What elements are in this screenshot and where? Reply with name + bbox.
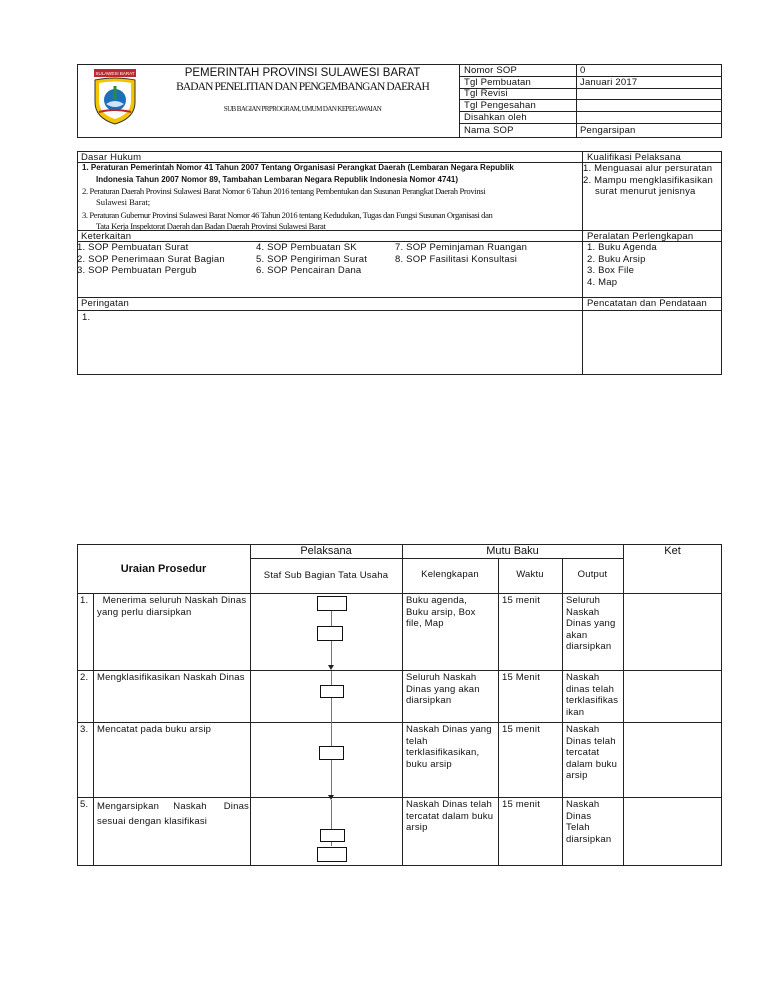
- sop-info-label: Tgl Revisi: [464, 88, 508, 99]
- keterkaitan-col-2: [256, 242, 367, 277]
- sop-info-label: Disahkan oleh: [464, 112, 527, 123]
- header-staf: Staf Sub Bagian Tata Usaha: [263, 570, 389, 581]
- row-kelengkapan: [406, 672, 498, 707]
- sop-info-value: 0: [580, 65, 586, 76]
- row-uraian-line: Mencatat pada buku arsip: [97, 724, 212, 735]
- keterkaitan-item: 8. SOP Fasilitasi Konsultasi: [395, 253, 518, 265]
- flow-box: [317, 847, 347, 862]
- dasar-hukum-item: 1. Peraturan Pemerintah Nomor 41 Tahun 2007 Tentang Organisasi Perangkat Daerah (Lembaran Negara Republik: [82, 163, 514, 172]
- keterkaitan-item: 1. SOP Pembuatan Surat: [77, 242, 189, 253]
- row-output-line: dalam buku: [566, 758, 618, 770]
- row-kelengkapan-line: buku arsip: [406, 758, 452, 770]
- keterkaitan-item: 5. SOP Pengiriman Surat: [256, 253, 368, 265]
- row-output-line: Dinas yang: [566, 618, 616, 629]
- province-logo: [89, 68, 141, 126]
- row-uraian-line: Menerima seluruh Naskah Dinas: [97, 595, 247, 606]
- row-kelengkapan-line: Buku agenda,: [406, 595, 468, 606]
- row-number: 1.: [80, 595, 89, 606]
- row-kelengkapan-line: file, Map: [406, 618, 444, 629]
- row-number: 2.: [80, 672, 89, 683]
- row-uraian: [97, 724, 249, 736]
- keterkaitan-col-3: [395, 242, 527, 265]
- kualifikasi-item: 1. Menguasai alur persuratan: [583, 163, 713, 174]
- proc-hline-head: [77, 593, 722, 594]
- dasar-hukum-item: 3. Peraturan Gubernur Provinsi Sulawesi Barat Nomor 46 Tahun 2016 tentang Kedudukan, Tugas dan Fungsi Susunan Organisasi dan: [82, 210, 493, 220]
- row-kelengkapan-line: Naskah Dinas yang: [406, 724, 492, 735]
- row-waktu: 15 Menit: [502, 672, 541, 683]
- row-kelengkapan-line: Naskah Dinas telah: [406, 799, 492, 810]
- row-kelengkapan: [406, 799, 498, 834]
- flow-arrow-icon: [328, 665, 334, 670]
- proc-hline-sub: [250, 558, 623, 559]
- row-output-line: ikan: [566, 706, 585, 718]
- row-kelengkapan: [406, 724, 498, 770]
- keterkaitan-col-1: [77, 242, 225, 277]
- row-uraian: [97, 595, 249, 618]
- row-output-line: arsip: [566, 770, 588, 781]
- kualifikasi-item: 2. Mampu mengklasifikasikan: [583, 174, 714, 186]
- row-output-line: Naskah: [566, 799, 600, 810]
- logo-text: SULAWESI BARAT: [95, 71, 135, 77]
- header-pelaksana: Pelaksana: [300, 545, 352, 557]
- row-kelengkapan-line: telah: [406, 735, 428, 747]
- row-waktu: 15 menit: [502, 799, 541, 810]
- peralatan-items: [587, 242, 657, 288]
- dasar-hukum-item: 2. Peraturan Daerah Provinsi Sulawesi Barat Nomor 6 Tahun 2016 tentang Pembentukan dan Susunan Perangkat Daerah Provinsi: [82, 186, 486, 196]
- dasar-hukum-items: [82, 163, 580, 232]
- proc-hline-row: [77, 722, 722, 723]
- pencatatan-title: Pencatatan dan Pendataan: [587, 298, 707, 309]
- sop-info-label: Tgl Pengesahan: [464, 100, 536, 111]
- sop-info-label: Nama SOP: [464, 125, 514, 136]
- row-kelengkapan-line: terklasifikasikan,: [406, 747, 480, 758]
- header-title-block: [150, 66, 455, 114]
- proc-vline-kelengkapan: [498, 558, 499, 866]
- row-output-line: Seluruh: [566, 595, 601, 606]
- header-line-3: SUB BAGIAN PRPROGRAM, UMUM DAN KEPEGAWAIAN: [223, 105, 382, 113]
- header-mutu-baku: Mutu Baku: [486, 545, 539, 557]
- keterkaitan-title: Keterkaitan: [81, 231, 132, 242]
- peralatan-title: Peralatan Perlengkapan: [587, 231, 694, 242]
- dasar-hukum-item: Indonesia Tahun 2007 Nomor 89, Tambahan Lembaran Negara Republik Indonesia Nomor 4741): [96, 174, 459, 184]
- row-uraian: [97, 672, 249, 684]
- row-output-line: terklasifikas: [566, 695, 619, 706]
- peralatan-item: 4. Map: [587, 276, 618, 288]
- row-output-line: diarsipkan: [566, 641, 612, 652]
- row-output: [566, 672, 623, 718]
- row-output: [566, 595, 623, 653]
- keterkaitan-item: 6. SOP Pencairan Dana: [256, 265, 362, 276]
- row-waktu: 15 menit: [502, 595, 541, 606]
- sop-info-label: Tgl Pembuatan: [464, 77, 532, 88]
- row-uraian: [97, 799, 249, 829]
- flow-box: [320, 685, 344, 698]
- dasar-hukum-item: Tata Kerja Inspektorat Daerah dan Badan Daerah Provinsi Sulawesi Barat: [96, 221, 326, 231]
- peralatan-item: 1. Buku Agenda: [587, 242, 657, 253]
- header-output: Output: [577, 569, 608, 580]
- row-number: 3.: [80, 724, 89, 735]
- dasar-hukum-item: Sulawesi Barat;: [96, 197, 151, 207]
- proc-hline-row: [77, 797, 722, 798]
- row-uraian-line: yang perlu diarsipkan: [97, 606, 192, 618]
- row-number: 5.: [80, 799, 89, 810]
- row-uraian-line: sesuai dengan klasifikasi: [97, 816, 208, 827]
- sop-info-value: Pengarsipan: [580, 125, 636, 136]
- row-kelengkapan-line: Seluruh Naskah: [406, 672, 477, 683]
- header-line-2: BADAN PENELITIAN DAN PENGEMBANGAN DAERAH: [176, 81, 429, 93]
- kualifikasi-item: surat menurut jenisnya: [595, 186, 696, 197]
- row-output-line: Naskah: [566, 606, 600, 618]
- kualifikasi-title: Kualifikasi Pelaksana: [587, 152, 681, 163]
- row-output-line: Naskah: [566, 672, 600, 683]
- keterkaitan-item: 2. SOP Penerimaan Surat Bagian: [77, 253, 225, 265]
- sop-info-label: Nomor SOP: [464, 65, 518, 76]
- row-kelengkapan-line: Buku arsip, Box: [406, 606, 476, 618]
- row-output-line: Dinas telah: [566, 735, 616, 747]
- keterkaitan-item: 3. SOP Pembuatan Pergub: [77, 265, 197, 276]
- keterkaitan-item: 7. SOP Peminjaman Ruangan: [395, 242, 528, 253]
- header-ket: Ket: [664, 545, 681, 557]
- header-kelengkapan: Kelengkapan: [421, 569, 479, 580]
- header-waktu: Waktu: [516, 569, 544, 580]
- proc-hline-row: [77, 670, 722, 671]
- row-output-line: Naskah: [566, 724, 600, 735]
- sop-info-value: Januari 2017: [580, 77, 638, 88]
- row-output: [566, 724, 623, 782]
- proc-vline-waktu: [562, 558, 563, 866]
- row-output-line: diarsipkan: [566, 833, 612, 845]
- row-output-line: dinas telah: [566, 683, 615, 695]
- row-output-line: tercatat: [566, 747, 600, 758]
- row-kelengkapan-line: tercatat dalam buku: [406, 810, 494, 822]
- keterkaitan-item: 4. SOP Pembuatan SK: [256, 242, 357, 253]
- header-uraian: Uraian Prosedur: [120, 563, 207, 575]
- header-line-1: PEMERINTAH PROVINSI SULAWESI BARAT: [184, 67, 421, 79]
- flow-box: [317, 596, 347, 611]
- row-output: [566, 799, 623, 845]
- detail-hline-5: [77, 310, 722, 311]
- proc-vline-no: [93, 593, 94, 866]
- row-output-line: akan: [566, 629, 588, 641]
- row-uraian-line: Mengarsipkan Naskah Dinas: [97, 801, 250, 812]
- dasar-hukum-title: Dasar Hukum: [81, 152, 142, 163]
- row-output-line: Dinas: [566, 810, 592, 822]
- peringatan-title: Peringatan: [81, 298, 129, 309]
- row-uraian-line: Mengklasifikasikan Naskah Dinas: [97, 672, 245, 683]
- row-kelengkapan-line: diarsipkan: [406, 695, 452, 706]
- row-kelengkapan-line: Dinas yang akan: [406, 683, 480, 695]
- peringatan-item: 1.: [82, 312, 91, 323]
- peralatan-item: 2. Buku Arsip: [587, 253, 646, 265]
- row-output-line: Telah: [566, 822, 590, 833]
- flow-box: [320, 829, 345, 842]
- row-kelengkapan-line: arsip: [406, 822, 428, 833]
- row-kelengkapan: [406, 595, 498, 630]
- flow-box: [319, 746, 344, 760]
- flow-box: [317, 626, 343, 641]
- kualifikasi-items: [583, 163, 721, 198]
- row-waktu: 15 menit: [502, 724, 541, 735]
- peralatan-item: 3. Box File: [587, 265, 635, 276]
